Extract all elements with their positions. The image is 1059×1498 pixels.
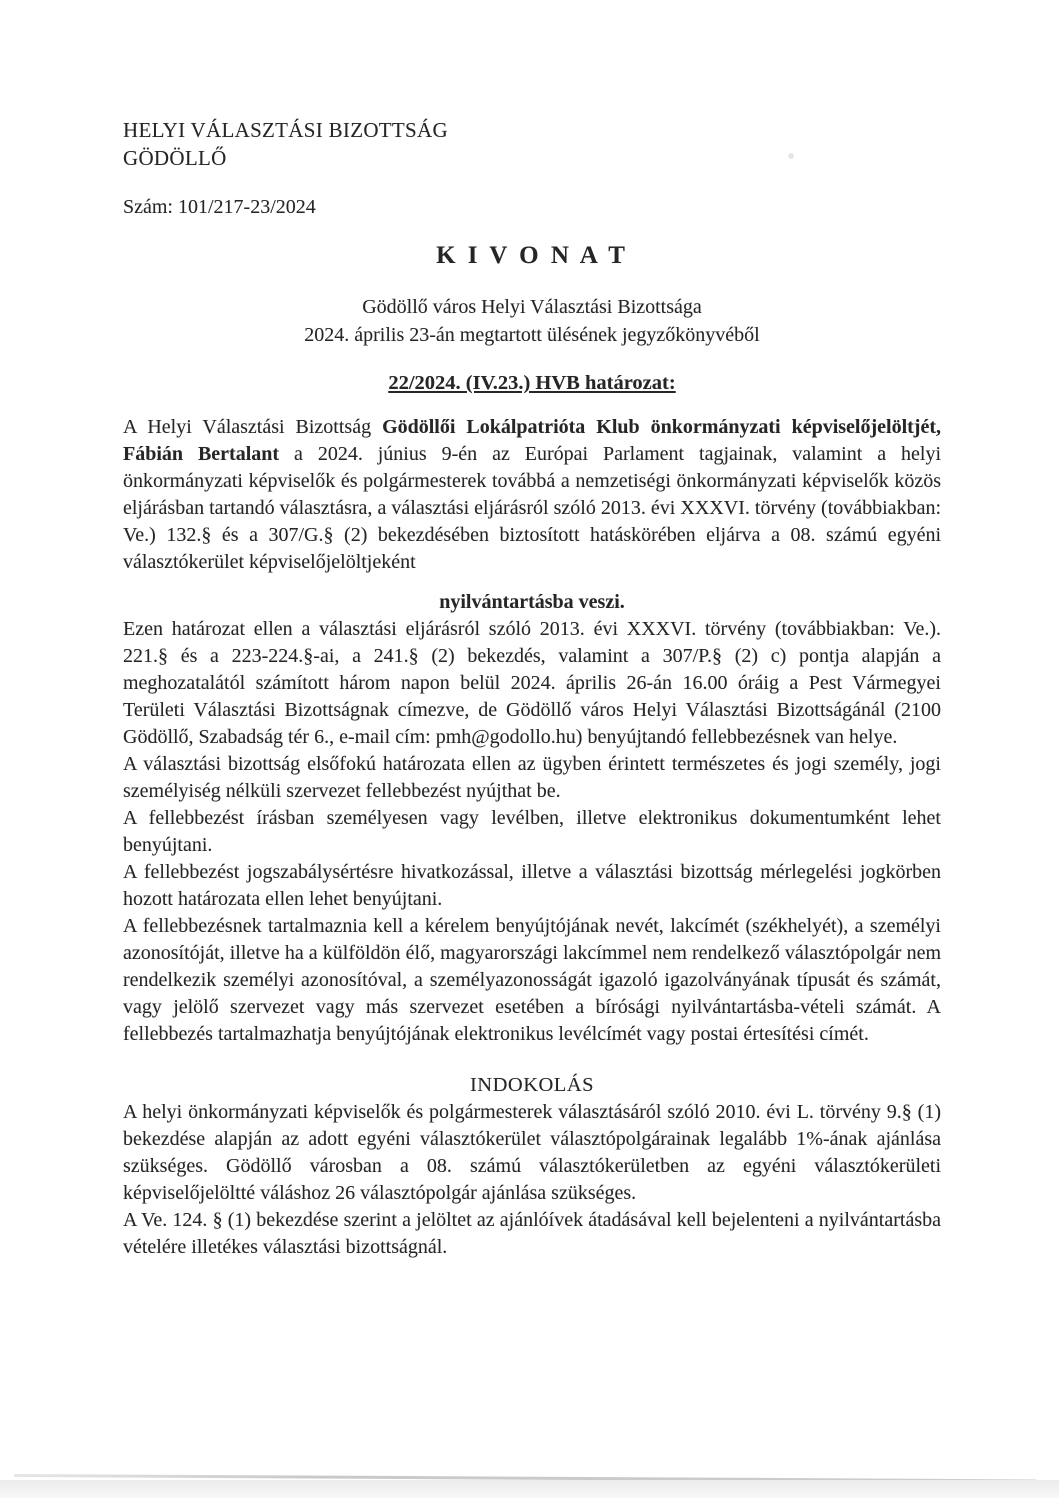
appeal-paragraph-required-content: A fellebbezésnek tartalmaznia kell a kérelem benyújtójának nevét, lakcímét (székhelyét), a személyi azonosítóját, illetve ha a külföldön élő, magyarországi lakcímmel nem rendelkező választópolgár nem rendelkezik személyi azonosítóval, a személyazonosságát igazoló igazolványának típusát és számát, vagy jelölő szervezet vagy más szervezet esetében a bírósági nyilvántartásba-vételi számát. A fellebbezés tartalmazhatja benyújtójának elektronikus levélcímét vagy postai értesítési címét. [123, 915, 941, 1045]
scan-speck-artifact [788, 153, 794, 159]
candidate-organization-and-name: Gödöllői Lokálpatrióta Klub önkormányzati képviselőjelöltjét, Fábián Bertalant [123, 416, 941, 465]
subtitle-block [123, 293, 941, 349]
decision-legal-basis-text: a 2024. június 9-én az Európai Parlament tagjainak, valamint a helyi önkormányzati képviselők és polgármesterek továbbá a nemzetiségi önkormányzati képviselők közös eljárásban tartandó választásra, a választási eljárásról szóló 2013. évi XXXVI. törvény (továbbiakban: Ve.) 132.§ és a 307/G.§ (2) bekezdésében biztosított hatáskörében eljárva a 08. számú egyéni választókerület képviselőjelöltjeként [123, 443, 941, 573]
issuing-authority-name: HELYI VÁLASZTÁSI BIZOTTSÁG [123, 118, 448, 142]
document-title: K I V O N A T [436, 242, 628, 269]
reasoning-paragraph-registration-rule: A Ve. 124. § (1) bekezdése szerint a jelöltet az ajánlóívek átadásával kell bejelenteni a nyilvántartásba vételére illetékes választási bizottságnál. [123, 1209, 941, 1258]
decision-intro-text: A Helyi Választási Bizottság [123, 416, 383, 438]
reasoning-heading: INDOKOLÁS [469, 1074, 595, 1096]
decision-paragraph [123, 414, 941, 576]
appeal-paragraph-deadline: Ezen határozat ellen a választási eljárásról szóló 2013. évi XXXVI. törvény (továbbiakban: Ve.). 221.§ és a 223-224.§-ai, a 241.§ (2) bekezdés, valamint a 307/P.§ (2) c) pontja alapján a meghozatalától számított három napon belül 2024. április 26-án 16.00 óráig a Pest Vármegyei Területi Választási Bizottságnak címezve, de Gödöllő város Helyi Választási Bizottságánál (2100 Gödöllő, Szabadság tér 6., e-mail cím: pmh@godollo.hu) benyújtandó fellebbezésnek van helye. [123, 618, 941, 748]
scan-page-edge-shade [0, 1480, 1059, 1498]
subtitle-session-line: 2024. április 23-án megtartott ülésének jegyzőkönyvéből [304, 324, 760, 346]
reference-number: Szám: 101/217-23/2024 [123, 196, 316, 218]
decision-number-heading: 22/2024. (IV.23.) HVB határozat: [388, 372, 676, 394]
appeal-paragraph-grounds: A fellebbezést jogszabálysértésre hivatkozással, illetve a választási bizottság mérlegelési jogkörben hozott határozata ellen lehet benyújtani. [123, 861, 941, 910]
appeal-paragraph-who-may-appeal: A választási bizottság elsőfokú határozata ellen az ügyben érintett természetes és jogi személy, jogi személyiség nélküli szervezet fellebbezést nyújthat be. [123, 753, 941, 802]
issuing-authority-city: GÖDÖLLŐ [123, 146, 227, 170]
letterhead [123, 116, 941, 172]
appeal-paragraph-submission-form: A fellebbezést írásban személyesen vagy levélben, illetve elektronikus dokumentumként lehet benyújtani. [123, 807, 941, 856]
reasoning-paragraph-recommendations: A helyi önkormányzati képviselők és polgármesterek választásáról szóló 2010. évi L. törvény 9.§ (1) bekezdése alapján az adott egyéni választókerület választópolgárainak legalább 1%-ának ajánlása szükséges. Gödöllő városban a 08. számú választókerületben az egyéni választókerületi képviselőjelöltté váláshoz 26 választópolgár ajánlása szükséges. [123, 1101, 941, 1204]
subtitle-committee-line: Gödöllő város Helyi Választási Bizottsága [362, 296, 702, 318]
operative-clause: nyilvántartásba veszi. [439, 591, 625, 613]
